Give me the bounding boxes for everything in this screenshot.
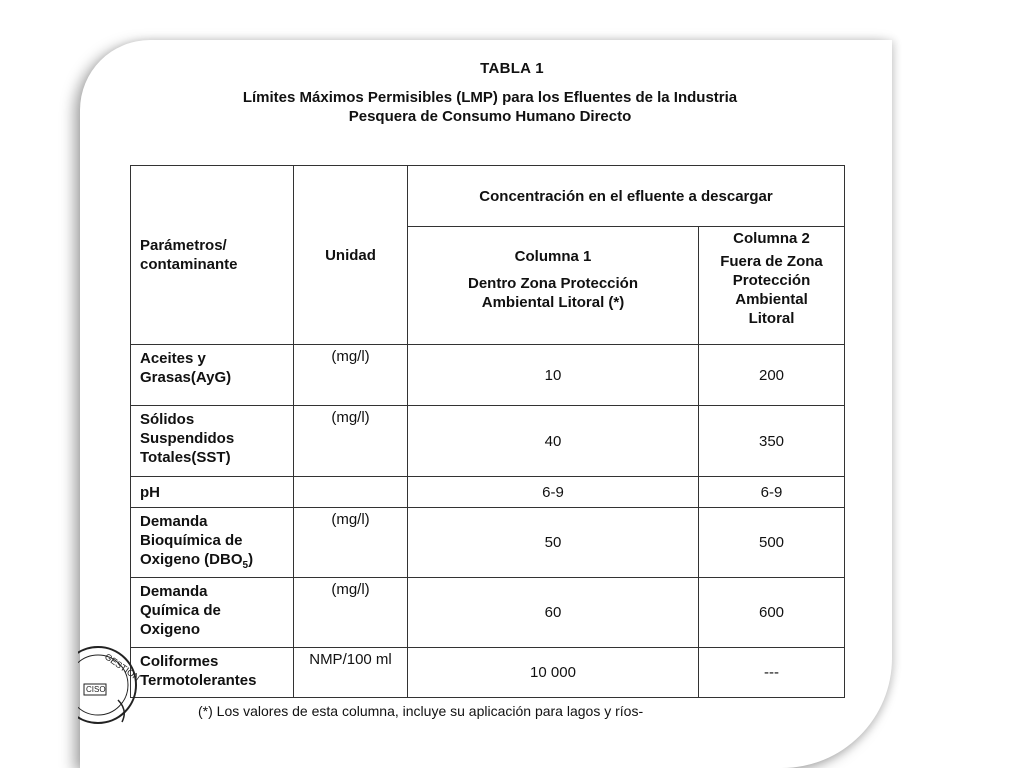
parameter-text: Sólidos <box>140 411 195 428</box>
column-1-value: 6-9 <box>408 477 699 508</box>
unit-cell <box>294 406 408 477</box>
stamp-text: CISO <box>86 685 106 694</box>
column-2-value: 200 <box>699 345 845 406</box>
header-param-line-1: Parámetros/ <box>140 237 227 254</box>
column-1-title: Columna 1 <box>514 248 592 265</box>
unit-cell <box>294 477 408 508</box>
column-2-desc-line-4: Litoral <box>748 310 795 327</box>
subscript-text: 5 <box>242 560 249 571</box>
parameter-cell <box>131 345 294 406</box>
parameter-text: Aceites y <box>140 350 206 367</box>
table-row <box>131 648 845 698</box>
unit-cell <box>294 508 408 578</box>
column-2-value: 600 <box>699 578 845 648</box>
subtitle-line-1: Límites Máximos Permisibles (LMP) para los Efluentes de la Industria <box>242 89 738 106</box>
subtitle-line-2: Pesquera de Consumo Humano Directo <box>348 108 632 125</box>
parameter-text: Demanda <box>140 583 208 600</box>
column-1-value: 10 <box>408 345 699 406</box>
column-1-desc-line-2: Ambiental Litoral (*) <box>481 294 625 311</box>
stamp-text: GESTION <box>102 651 142 683</box>
parameter-text: pH <box>140 483 160 501</box>
column-1-value: 60 <box>408 578 699 648</box>
unit-text: (mg/l) <box>331 511 370 528</box>
parameter-text: Oxigeno <box>140 621 201 638</box>
unit-text: (mg/l) <box>331 581 370 598</box>
unit-cell <box>294 578 408 648</box>
header-unit: Unidad <box>294 166 408 345</box>
table-row <box>131 477 845 508</box>
unit-text: (mg/l) <box>331 409 370 426</box>
parameter-text: Coliformes <box>140 653 219 670</box>
parameter-cell <box>131 648 294 698</box>
lmp-table <box>130 165 845 698</box>
table-row <box>131 345 845 406</box>
parameter-cell <box>131 406 294 477</box>
column-1-value: 40 <box>408 406 699 477</box>
header-param-line-2: contaminante <box>140 256 238 273</box>
parameter-text: Grasas(AyG) <box>140 369 232 386</box>
header-column-1 <box>408 227 699 345</box>
official-stamp-seal <box>78 640 148 730</box>
parameter-text: Suspendidos <box>140 430 235 447</box>
column-2-value: 350 <box>699 406 845 477</box>
column-2-title: Columna 2 <box>733 230 810 247</box>
parameter-cell <box>131 508 294 578</box>
table-row <box>131 508 845 578</box>
column-2-desc-line-2: Protección <box>732 272 811 289</box>
table-title: TABLA 1 <box>480 60 544 77</box>
parameter-text: Demanda <box>140 513 208 530</box>
column-1-value: 10 000 <box>408 648 699 698</box>
unit-cell <box>294 345 408 406</box>
column-2-value: --- <box>699 648 845 698</box>
column-2-desc-line-3: Ambiental <box>735 291 808 308</box>
parameter-text: Totales(SST) <box>140 449 231 466</box>
parameter-text-close: ) <box>248 551 254 568</box>
column-1-desc-line-1: Dentro Zona Protección <box>467 275 639 292</box>
table-subtitle <box>190 88 790 126</box>
parameter-cell <box>131 477 294 508</box>
parameter-text-main: Oxigeno (DBO <box>140 551 243 568</box>
column-2-desc-line-1: Fuera de Zona <box>720 253 823 270</box>
header-concentration: Concentración en el efluente a descargar <box>408 166 845 227</box>
parameter-text: Bioquímica de <box>140 532 243 549</box>
column-2-value: 6-9 <box>699 477 845 508</box>
parameter-text: Termotolerantes <box>140 672 257 689</box>
table-row <box>131 578 845 648</box>
unit-text: NMP/100 ml <box>309 651 392 668</box>
unit-text: (mg/l) <box>331 348 370 365</box>
unit-cell <box>294 648 408 698</box>
column-1-value: 50 <box>408 508 699 578</box>
header-column-2 <box>699 227 845 345</box>
parameter-text <box>140 550 293 575</box>
header-parameter <box>131 166 294 345</box>
column-2-value: 500 <box>699 508 845 578</box>
parameter-text: Química de <box>140 602 221 619</box>
parameter-cell <box>131 578 294 648</box>
table-row <box>131 406 845 477</box>
footnote: (*) Los valores de esta columna, incluye su aplicación para lagos y ríos- <box>198 703 644 719</box>
